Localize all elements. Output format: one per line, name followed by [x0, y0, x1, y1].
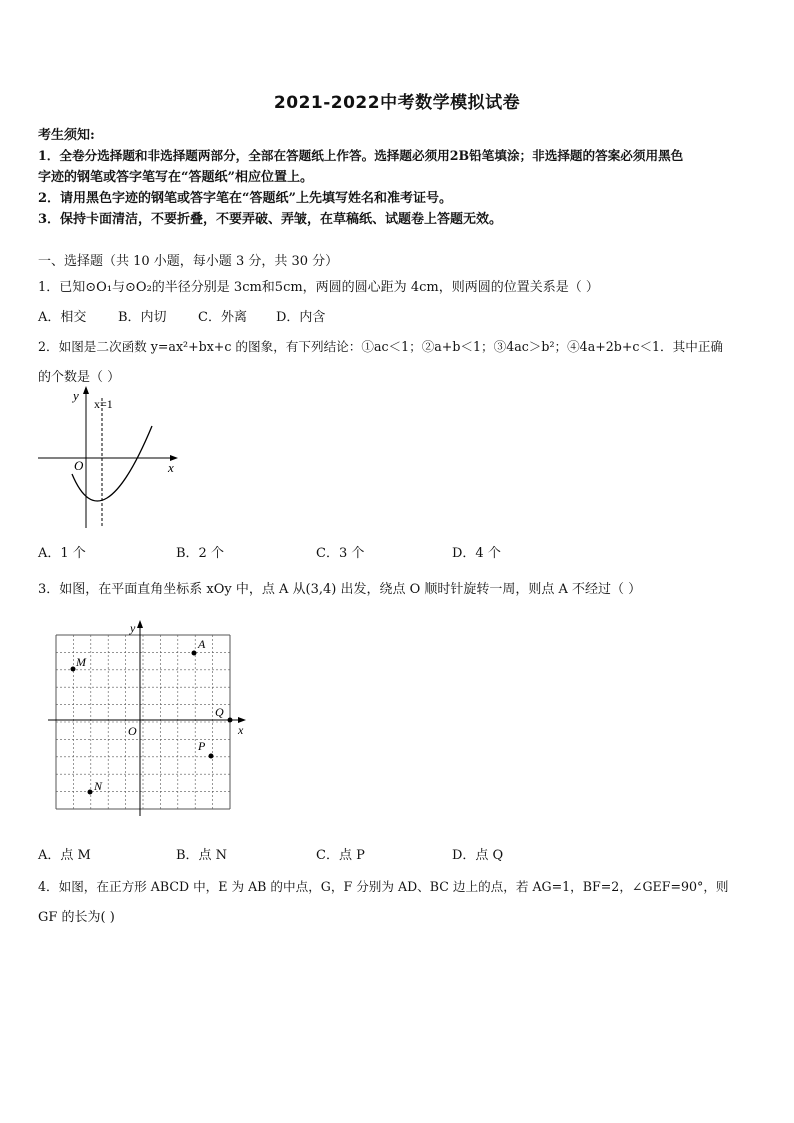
q3-option-a: A．点 M [38, 848, 91, 863]
q1-option-c: C．外离 [198, 310, 247, 325]
label-a: A [198, 637, 206, 651]
notice-line-4: 3．保持卡面清洁，不要折叠，不要弄破、弄皱，在草稿纸、试题卷上答题无效。 [38, 212, 503, 227]
point-q [228, 718, 233, 723]
point-n [88, 790, 93, 795]
q2-stem-line-2: 的个数是（ ） [38, 370, 121, 385]
graph-axis-line-label: x=1 [94, 397, 113, 411]
q2-stem-line-1: 2．如图是二次函数 y=ax²+bx+c 的图象，有下列结论：①ac＜1；②a+b＜1；③4ac＞b²；④4a+2b+c＜1．其中正确 [38, 339, 724, 354]
graph-y-label: y [73, 388, 79, 403]
parabola-graph [36, 386, 186, 531]
grid-origin-label: O [128, 724, 137, 738]
label-n: N [94, 779, 103, 793]
point-m [71, 667, 76, 672]
notice-line-1: 1．全卷分选择题和非选择题两部分，全部在答题纸上作答。选择题必须用2B铅笔填涂；非选择题的答案必须用黑色 [38, 148, 684, 163]
q2-option-d: D．4 个 [452, 546, 501, 561]
q1-option-b: B．内切 [118, 310, 167, 325]
point-a [192, 651, 197, 656]
point-p [209, 754, 214, 759]
q3-option-d: D．点 Q [452, 848, 504, 863]
notice-line-3: 2．请用黑色字迹的钢笔或答字笔在“答题纸”上先填写姓名和准考证号。 [38, 191, 453, 206]
q1-stem: 1．已知⊙O₁与⊙O₂的半径分别是 3cm和5cm，两圆的圆心距为 4cm，则两圆的位置关系是（ ） [38, 280, 599, 295]
section-heading: 一、选择题（共 10 小题，每小题 3 分，共 30 分） [38, 254, 339, 269]
notice-line-2: 字迹的钢笔或答字笔写在“答题纸”相应位置上。 [38, 170, 313, 185]
y-axis-arrow [83, 386, 89, 394]
q2-option-c: C．3 个 [316, 546, 365, 561]
notice-heading: 考生须知: [38, 128, 95, 143]
page-title: 2021-2022中考数学模拟试卷 [273, 93, 521, 113]
label-p: P [198, 739, 206, 753]
q4-stem-line-2: GF 的长为( ) [38, 910, 115, 925]
label-m: M [76, 655, 86, 669]
y-axis-arrow [137, 620, 143, 628]
label-q: Q [215, 705, 224, 719]
coordinate-grid [44, 618, 254, 818]
q3-stem: 3．如图，在平面直角坐标系 xOy 中，点 A 从(3,4) 出发，绕点 O 顺时针旋转一周，则点 A 不经过（ ） [38, 582, 642, 597]
parabola-curve [72, 426, 152, 501]
q2-option-b: B．2 个 [176, 546, 224, 561]
graph-origin-label: O [74, 458, 84, 473]
q3-option-b: B．点 N [176, 848, 228, 863]
q3-option-c: C．点 P [316, 848, 365, 863]
graph-x-label: x [168, 460, 174, 475]
q4-stem-line-1: 4．如图，在正方形 ABCD 中，E 为 AB 的中点，G，F 分别为 AD、BC 边上的点，若 AG=1，BF=2，∠GEF=90°，则 [38, 879, 729, 894]
grid-x-label: x [238, 723, 244, 737]
q1-option-d: D．内含 [276, 310, 326, 325]
grid-y-label: y [130, 621, 136, 635]
q1-option-a: A．相交 [38, 310, 87, 325]
q2-option-a: A．1 个 [38, 546, 86, 561]
